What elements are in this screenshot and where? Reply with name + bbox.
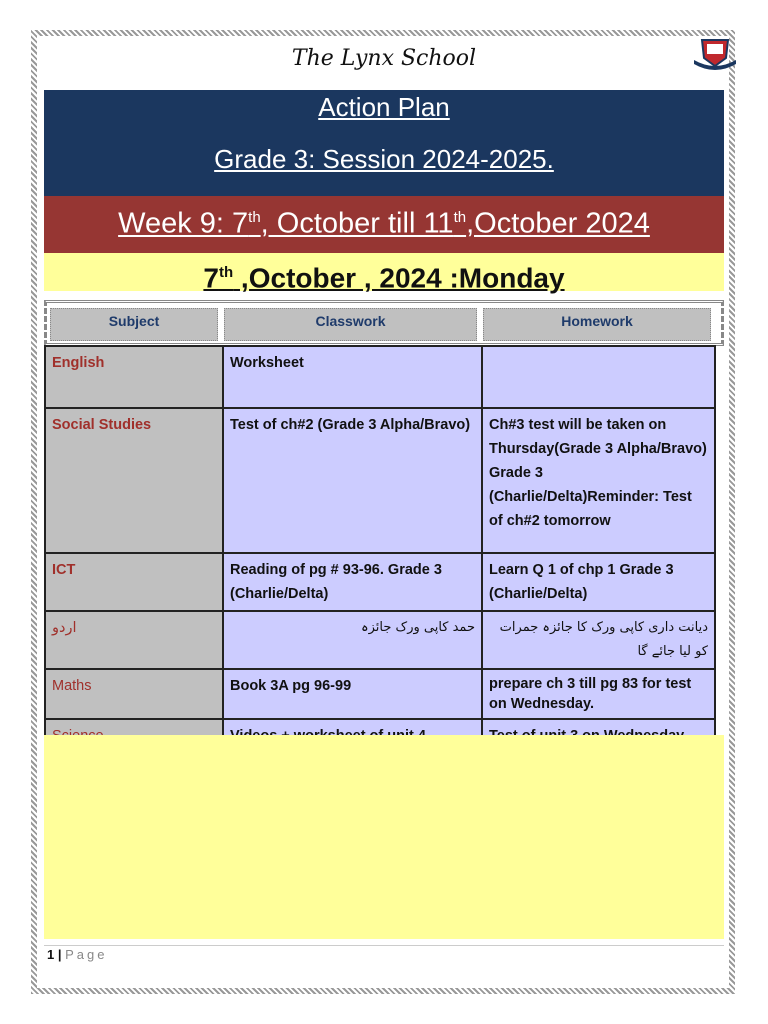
- subject-cell: اردو: [45, 611, 223, 669]
- table-row: [45, 408, 715, 553]
- subject-cell: English: [45, 346, 223, 408]
- week-text: Week 9: 7: [118, 207, 249, 240]
- classwork-cell: حمد کاپی ورک جائزہ: [223, 611, 482, 669]
- action-plan-table: [44, 345, 716, 764]
- day-text: ,October , 2024 :Monday: [233, 262, 565, 294]
- column-header-homework: Homework: [483, 308, 711, 341]
- homework-cell: prepare ch 3 till pg 83 for test on Wednesday.: [482, 669, 715, 719]
- homework-cell: Learn Q 1 of chp 1 Grade 3 (Charlie/Delta): [482, 553, 715, 611]
- action-plan-banner: [44, 90, 724, 196]
- notes-area: [44, 735, 724, 939]
- week-sup: th: [453, 209, 467, 226]
- session-title: Grade 3: Session 2024-2025.: [214, 144, 554, 174]
- classwork-cell: Book 3A pg 96-99: [223, 669, 482, 719]
- homework-cell: [482, 346, 715, 408]
- week-text: ,October 2024: [466, 207, 650, 240]
- classwork-cell: Test of ch#2 (Grade 3 Alpha/Bravo): [223, 408, 482, 553]
- day-banner: [44, 253, 724, 294]
- day-sup: th: [218, 264, 234, 281]
- page-label: Page: [65, 947, 108, 962]
- table-row: [45, 669, 715, 719]
- subject-cell: ICT: [45, 553, 223, 611]
- page-number: 1: [47, 947, 55, 962]
- footer-divider: [44, 945, 724, 946]
- table-row: [45, 553, 715, 611]
- week-banner: [44, 196, 724, 253]
- school-crest-logo: [692, 36, 738, 72]
- day-text: 7: [203, 262, 219, 294]
- action-plan-title: Action Plan: [318, 92, 450, 122]
- page-separator: |: [54, 947, 66, 962]
- table-row: [45, 611, 715, 669]
- school-title: The Lynx School: [291, 46, 477, 71]
- week-text: , October till 11: [260, 207, 454, 240]
- homework-cell: Ch#3 test will be taken on Thursday(Grade 3 Alpha/Bravo) Grade 3 (Charlie/Delta)Reminder: Test of ch#2 tomorrow: [482, 408, 715, 553]
- subject-cell: Social Studies: [45, 408, 223, 553]
- classwork-cell: Worksheet: [223, 346, 482, 408]
- column-header-subject: Subject: [50, 308, 218, 341]
- homework-cell: دیانت داری کاپی ورک کا جائزہ جمرات کو لیا جائے گا: [482, 611, 715, 669]
- week-sup: th: [248, 209, 261, 226]
- page-footer: [47, 947, 107, 962]
- subject-cell: Maths: [45, 669, 223, 719]
- column-header-classwork: Classwork: [224, 308, 477, 341]
- table-row: [45, 346, 715, 408]
- classwork-cell: Reading of pg # 93-96. Grade 3 (Charlie/Delta): [223, 553, 482, 611]
